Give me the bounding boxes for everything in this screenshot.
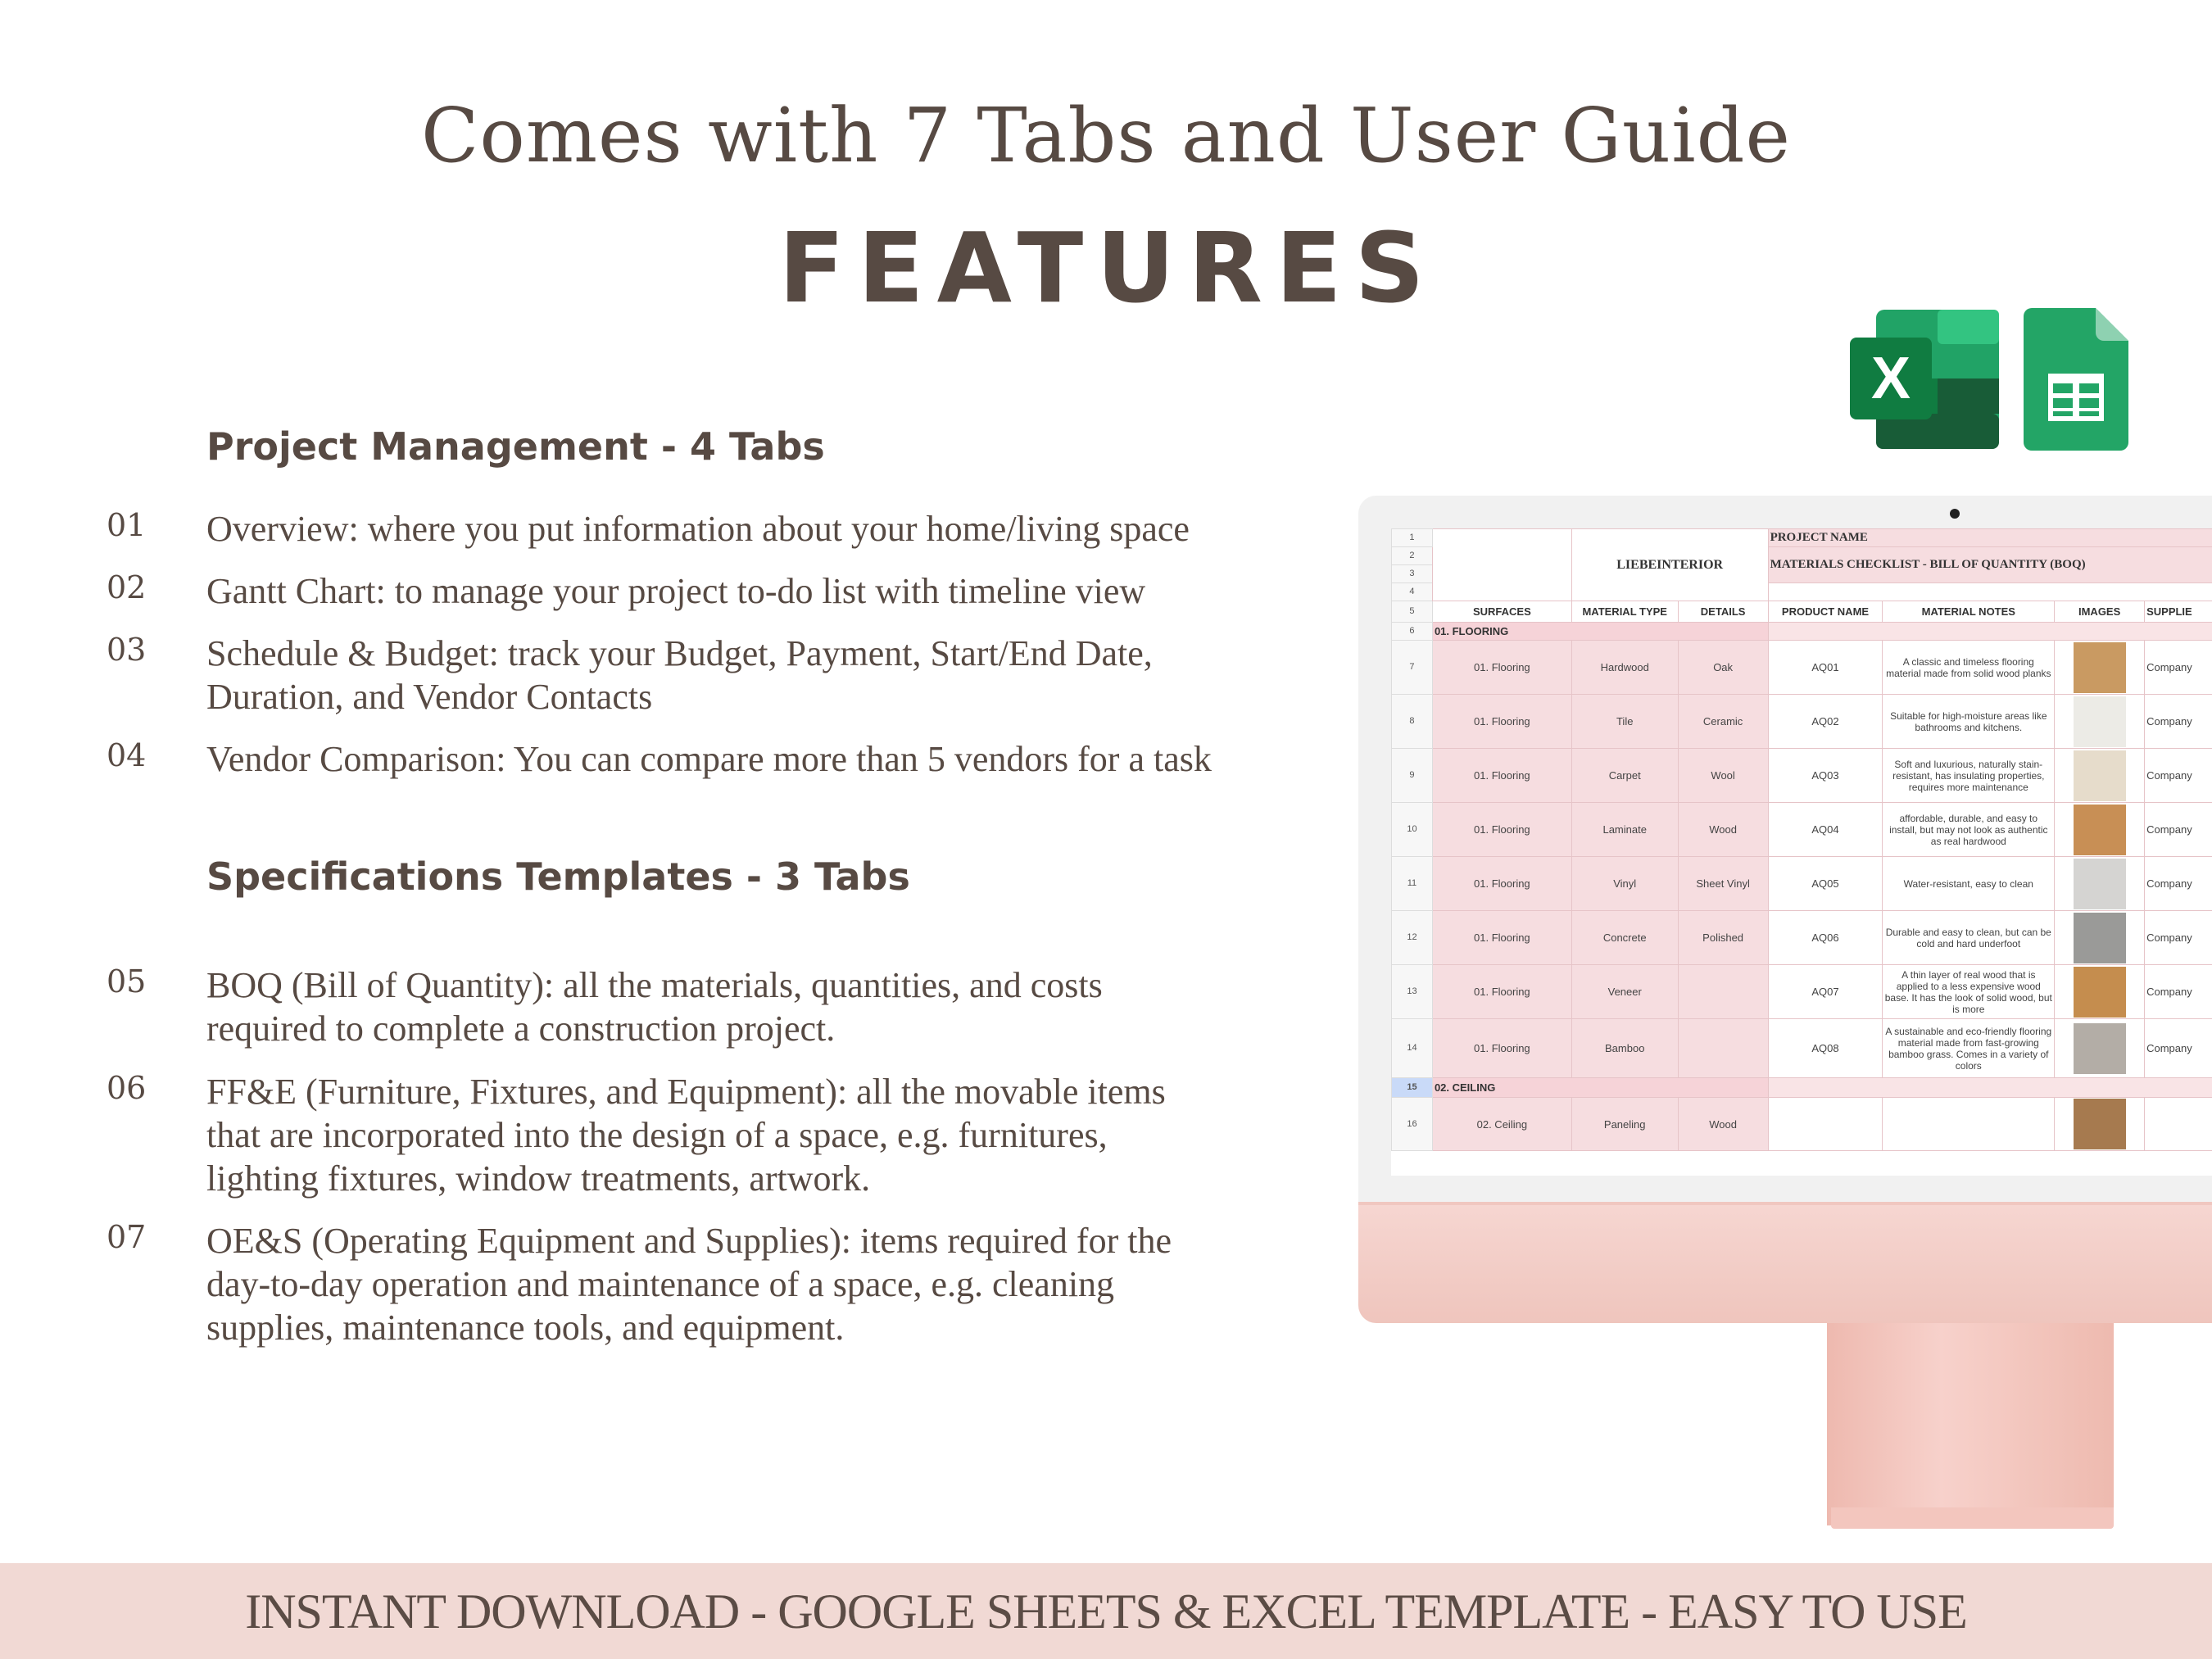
cell-notes[interactable]: Soft and luxurious, naturally stain-resistant, has insulating properties, requires more maintenance	[1883, 749, 2055, 803]
row-number[interactable]: 13	[1392, 965, 1433, 1019]
cell-details[interactable]: Wool	[1678, 749, 1768, 803]
cell-notes[interactable]	[1883, 1098, 2055, 1151]
cell-supplier[interactable]: Company	[2145, 965, 2212, 1019]
column-header[interactable]: MATERIAL NOTES	[1883, 601, 2055, 623]
cell-image[interactable]	[2055, 965, 2145, 1019]
sheet-title[interactable]: MATERIALS CHECKLIST - BILL OF QUANTITY (BOQ)	[1768, 547, 2212, 583]
cell-product[interactable]: AQ03	[1768, 749, 1883, 803]
brand-name[interactable]: LIEBEINTERIOR	[1571, 529, 1768, 601]
spreadsheet-preview	[1391, 528, 2212, 1176]
cell-image[interactable]	[2055, 641, 2145, 695]
cell-product[interactable]: AQ04	[1768, 803, 1883, 857]
cell-details[interactable]: Sheet Vinyl	[1678, 857, 1768, 911]
cell-supplier[interactable]: Company	[2145, 641, 2212, 695]
row-number[interactable]: 12	[1392, 911, 1433, 965]
table-row[interactable]	[1392, 641, 2212, 695]
cell-notes[interactable]: A sustainable and eco-friendly flooring material made from fast-growing bamboo grass. Comes in a variety of colors	[1883, 1019, 2055, 1078]
cell-product[interactable]: AQ06	[1768, 911, 1883, 965]
row-number[interactable]: 10	[1392, 803, 1433, 857]
section-heading-project-management: Project Management - 4 Tabs	[206, 424, 825, 469]
table-row[interactable]	[1392, 803, 2212, 857]
material-swatch-image	[2074, 750, 2126, 801]
cell-surface[interactable]: 01. Flooring	[1432, 965, 1571, 1019]
row-number[interactable]: 2	[1392, 547, 1433, 565]
boq-rows	[1392, 641, 2212, 1078]
cell-material-type[interactable]: Concrete	[1571, 911, 1678, 965]
cell-image[interactable]	[2055, 1098, 2145, 1151]
feature-text: all the materials, quantities, and costs required to complete a construction project.	[206, 965, 1103, 1049]
page-title: Comes with 7 Tabs and User Guide	[421, 92, 1791, 179]
cell-image[interactable]	[2055, 803, 2145, 857]
project-name[interactable]: PROJECT NAME	[1768, 529, 2212, 547]
cell-material-type[interactable]: Veneer	[1571, 965, 1678, 1019]
cell-material-type[interactable]: Laminate	[1571, 803, 1678, 857]
row-number[interactable]: 15	[1392, 1078, 1433, 1098]
footer-text: INSTANT DOWNLOAD - GOOGLE SHEETS & EXCEL TEMPLATE - EASY TO USE	[245, 1584, 1967, 1639]
cell-details[interactable]: Ceramic	[1678, 695, 1768, 749]
cell-surface[interactable]: 01. Flooring	[1432, 695, 1571, 749]
cell-image[interactable]	[2055, 911, 2145, 965]
cell-material-type[interactable]: Vinyl	[1571, 857, 1678, 911]
material-swatch-image	[2074, 696, 2126, 747]
column-header[interactable]: IMAGES	[2055, 601, 2145, 623]
cell-details[interactable]: Wood	[1678, 803, 1768, 857]
column-header[interactable]: SURFACES	[1432, 601, 1571, 623]
column-header[interactable]: MATERIAL TYPE	[1571, 601, 1678, 623]
cell-product[interactable]: AQ05	[1768, 857, 1883, 911]
monitor-stand-foot	[1831, 1507, 2114, 1529]
table-row[interactable]	[1392, 1019, 2212, 1078]
cell-product[interactable]: AQ08	[1768, 1019, 1883, 1078]
cell-details[interactable]	[1678, 965, 1768, 1019]
feature-text: : to manage your project to-do list with timeline view	[375, 571, 1146, 611]
cell-product[interactable]: AQ01	[1768, 641, 1883, 695]
cell-supplier[interactable]	[2145, 1098, 2212, 1151]
google-sheets-icon	[2024, 308, 2128, 451]
cell-supplier[interactable]: Company	[2145, 857, 2212, 911]
feature-text: : track your Budget, Payment, Start/End Date, Duration, and Vendor Contacts	[206, 633, 1153, 717]
feature-number: 01	[107, 507, 147, 543]
cell-details[interactable]: Wood	[1678, 1098, 1768, 1151]
monitor-stand	[1827, 1321, 2114, 1525]
cell-image[interactable]	[2055, 749, 2145, 803]
feature-label: BOQ (Bill of Quantity):	[206, 965, 555, 1005]
cell-notes[interactable]: Water-resistant, easy to clean	[1883, 857, 2055, 911]
cell-supplier[interactable]: Company	[2145, 695, 2212, 749]
table-row[interactable]	[1392, 965, 2212, 1019]
feature-number: 03	[107, 632, 147, 668]
boq-table	[1391, 528, 2212, 1151]
cell-surface[interactable]: 01. Flooring	[1432, 803, 1571, 857]
row-number[interactable]: 5	[1392, 601, 1433, 623]
feature-label: Gantt Chart	[206, 571, 376, 611]
camera-dot	[1950, 509, 1960, 519]
cell-surface[interactable]: 01. Flooring	[1432, 857, 1571, 911]
feature-number: 04	[107, 737, 147, 773]
monitor-chin	[1358, 1202, 2212, 1323]
column-header[interactable]: SUPPLIE	[2145, 601, 2212, 623]
column-header[interactable]: PRODUCT NAME	[1768, 601, 1883, 623]
row-number[interactable]: 8	[1392, 695, 1433, 749]
svg-text:X: X	[1870, 346, 1911, 411]
cell-details[interactable]: Polished	[1678, 911, 1768, 965]
page-subtitle: FEATURES	[778, 211, 1438, 324]
section-row[interactable]: 02. CEILING	[1432, 1078, 1768, 1098]
table-row[interactable]	[1392, 695, 2212, 749]
feature-label: Vendor Comparison	[206, 739, 496, 779]
feature-text: : items required for the day-to-day operation and maintenance of a space, e.g. cleaning supplies, maintenance tools, and equipment.	[206, 1221, 1172, 1348]
feature-label: Schedule & Budget	[206, 633, 489, 673]
cell-image[interactable]	[2055, 857, 2145, 911]
cell-supplier[interactable]: Company	[2145, 803, 2212, 857]
feature-text: : You can compare more than 5 vendors for a task	[496, 739, 1212, 779]
feature-number: 05	[107, 963, 147, 999]
row-number[interactable]: 3	[1392, 565, 1433, 583]
cell-surface[interactable]: 01. Flooring	[1432, 911, 1571, 965]
row-number[interactable]: 14	[1392, 1019, 1433, 1078]
cell-material-type[interactable]: Tile	[1571, 695, 1678, 749]
cell-notes[interactable]: A thin layer of real wood that is applied to a less expensive wood base. It has the look of solid wood, but is more	[1883, 965, 2055, 1019]
cell-material-type[interactable]: Bamboo	[1571, 1019, 1678, 1078]
row-number[interactable]: 9	[1392, 749, 1433, 803]
material-swatch-image	[2074, 1099, 2126, 1149]
cell-material-type[interactable]: Hardwood	[1571, 641, 1678, 695]
row-number[interactable]: 11	[1392, 857, 1433, 911]
cell-surface[interactable]: 01. Flooring	[1432, 749, 1571, 803]
row-number[interactable]: 7	[1392, 641, 1433, 695]
table-row[interactable]	[1392, 911, 2212, 965]
row-number[interactable]: 16	[1392, 1098, 1433, 1151]
cell-details[interactable]	[1678, 1019, 1768, 1078]
cell-surface[interactable]: 02. Ceiling	[1432, 1098, 1571, 1151]
cell-product[interactable]	[1768, 1098, 1883, 1151]
feature-label: FF&E (Furniture, Fixtures, and Equipment)	[206, 1072, 837, 1112]
cell-surface[interactable]: 01. Flooring	[1432, 641, 1571, 695]
cell-material-type[interactable]: Paneling	[1571, 1098, 1678, 1151]
material-swatch-image	[2074, 1023, 2126, 1074]
section-heading-specifications: Specifications Templates - 3 Tabs	[206, 854, 910, 899]
column-header[interactable]: DETAILS	[1678, 601, 1768, 623]
table-row[interactable]	[1392, 749, 2212, 803]
material-swatch-image	[2074, 913, 2126, 963]
cell-notes[interactable]: Durable and easy to clean, but can be cold and hard underfoot	[1883, 911, 2055, 965]
cell-image[interactable]	[2055, 1019, 2145, 1078]
feature-number: 07	[107, 1219, 147, 1255]
material-swatch-image	[2074, 859, 2126, 909]
excel-icon	[1850, 310, 1999, 449]
material-swatch-image	[2074, 642, 2126, 693]
feature-number: 02	[107, 569, 147, 605]
feature-label: OE&S (Operating Equipment and Supplies)	[206, 1221, 841, 1261]
section-row[interactable]: 01. FLOORING	[1432, 623, 1768, 641]
cell-supplier[interactable]: Company	[2145, 1019, 2212, 1078]
cell-notes[interactable]: A classic and timeless flooring material made from solid wood planks	[1883, 641, 2055, 695]
cell-material-type[interactable]: Carpet	[1571, 749, 1678, 803]
material-swatch-image	[2074, 967, 2126, 1018]
row-number[interactable]: 1	[1392, 529, 1433, 547]
table-row[interactable]	[1392, 857, 2212, 911]
cell-product[interactable]: AQ07	[1768, 965, 1883, 1019]
material-swatch-image	[2074, 805, 2126, 855]
footer-banner	[0, 1563, 2212, 1659]
cell-notes[interactable]: Suitable for high-moisture areas like bathrooms and kitchens.	[1883, 695, 2055, 749]
cell-notes[interactable]: affordable, durable, and easy to install, but may not look as authentic as real hardwood	[1883, 803, 2055, 857]
feature-number: 06	[107, 1070, 147, 1106]
cell-supplier[interactable]: Company	[2145, 749, 2212, 803]
cell-surface[interactable]: 01. Flooring	[1432, 1019, 1571, 1078]
feature-text: : where you put information about your home/living space	[348, 509, 1190, 549]
feature-text: : all the movable items that are incorporated into the design of a space, e.g. furnitures, lighting fixtures, window treatments, artwork.	[206, 1072, 1166, 1199]
row-number[interactable]: 4	[1392, 583, 1433, 601]
cell-details[interactable]: Oak	[1678, 641, 1768, 695]
cell-product[interactable]: AQ02	[1768, 695, 1883, 749]
monitor	[1358, 496, 2212, 1323]
row-number[interactable]: 6	[1392, 623, 1433, 641]
cell-image[interactable]	[2055, 695, 2145, 749]
feature-label: Overview	[206, 509, 349, 549]
cell-supplier[interactable]: Company	[2145, 911, 2212, 965]
